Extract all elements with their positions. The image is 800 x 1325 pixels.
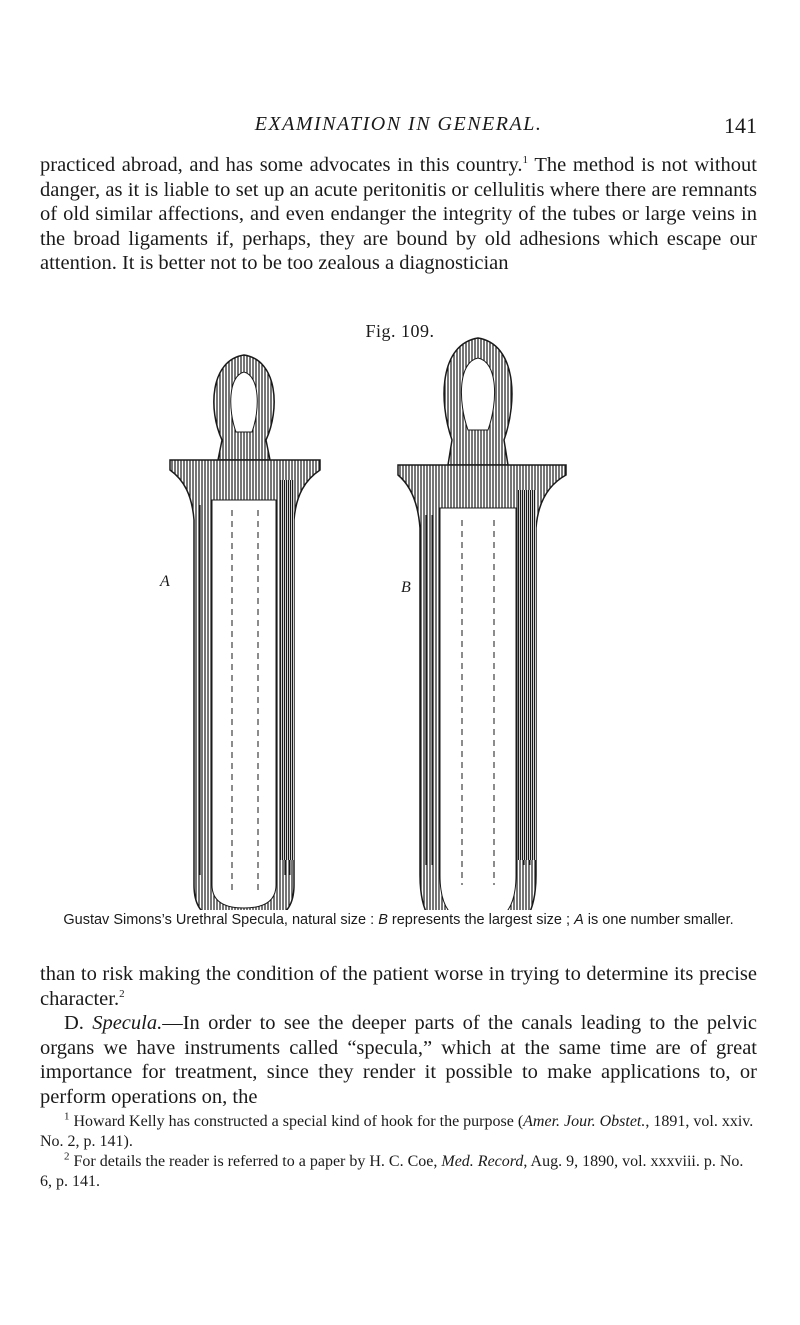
footnote-mark: 2 (64, 1150, 70, 1163)
footnote-citation: Amer. Jour. Obstet. (523, 1113, 646, 1130)
label-b: B (401, 579, 411, 596)
footnotes (40, 1112, 757, 1192)
footnote-text: , Aug. 9, 1890, vol. xxxviii. p. No. 6, p. 141. (40, 1153, 744, 1190)
paragraph-body (40, 962, 757, 1110)
section-letter: D. (64, 1012, 93, 1035)
footnote (40, 1152, 757, 1192)
footnote-ref: 2 (119, 987, 125, 1000)
caption-letter-a: A (574, 912, 584, 928)
footnote-mark: 1 (64, 1110, 70, 1123)
figure-illustration (0, 330, 800, 910)
figure-caption (40, 912, 757, 929)
caption-text: is one number smaller. (583, 912, 734, 928)
caption-text: Gustav Simons’s Urethral Specula, natural size : (63, 912, 379, 928)
running-title: EXAMINATION IN GENERAL. (254, 113, 543, 135)
footnote-text: , 1891, vol. xxiv. No. 2, p. 141). (40, 1113, 754, 1150)
paragraph-text: —In order to see the deeper parts of the canals leading to the pelvic organs we have instruments called “specula,” which at the same time are of great importance for treatment, since they render it possible to make applications to, or perform operations on, the (40, 1012, 757, 1108)
footnote-citation: Med. Record (441, 1153, 524, 1170)
paragraph-text: The method is not without danger, as it is liable to set up an acute peritonitis or cellulitis where there are remnants of old similar affections, and even endanger the integrity of the tubes or large veins in the broad ligaments if, perhaps, they are bound by old adhesions which escape our attention. It is better not to be too zealous a diagnostician (40, 154, 757, 275)
paragraph-intro (40, 153, 757, 276)
footnote-ref: 1 (522, 154, 529, 167)
section-heading: Specula. (92, 1012, 163, 1035)
figure-label: Fig. 109. (365, 321, 435, 341)
footnote-text: For details the reader is referred to a paper by H. C. Coe, (69, 1153, 442, 1170)
running-head (40, 113, 757, 143)
label-a: A (160, 573, 170, 590)
paragraph-text: than to risk making the condition of the patient worse in trying to determine its precise character. (40, 963, 757, 1010)
footnote-text: Howard Kelly has constructed a special kind of hook for the purpose ( (69, 1113, 524, 1130)
speculum-a (170, 355, 320, 910)
speculum-b (398, 338, 566, 910)
page-number: 141 (724, 113, 757, 138)
footnote (40, 1112, 757, 1152)
caption-letter-b: B (378, 912, 388, 928)
paragraph-text: practiced abroad, and has some advocates in this country. (40, 154, 523, 176)
caption-text: represents the largest size ; (387, 912, 575, 928)
